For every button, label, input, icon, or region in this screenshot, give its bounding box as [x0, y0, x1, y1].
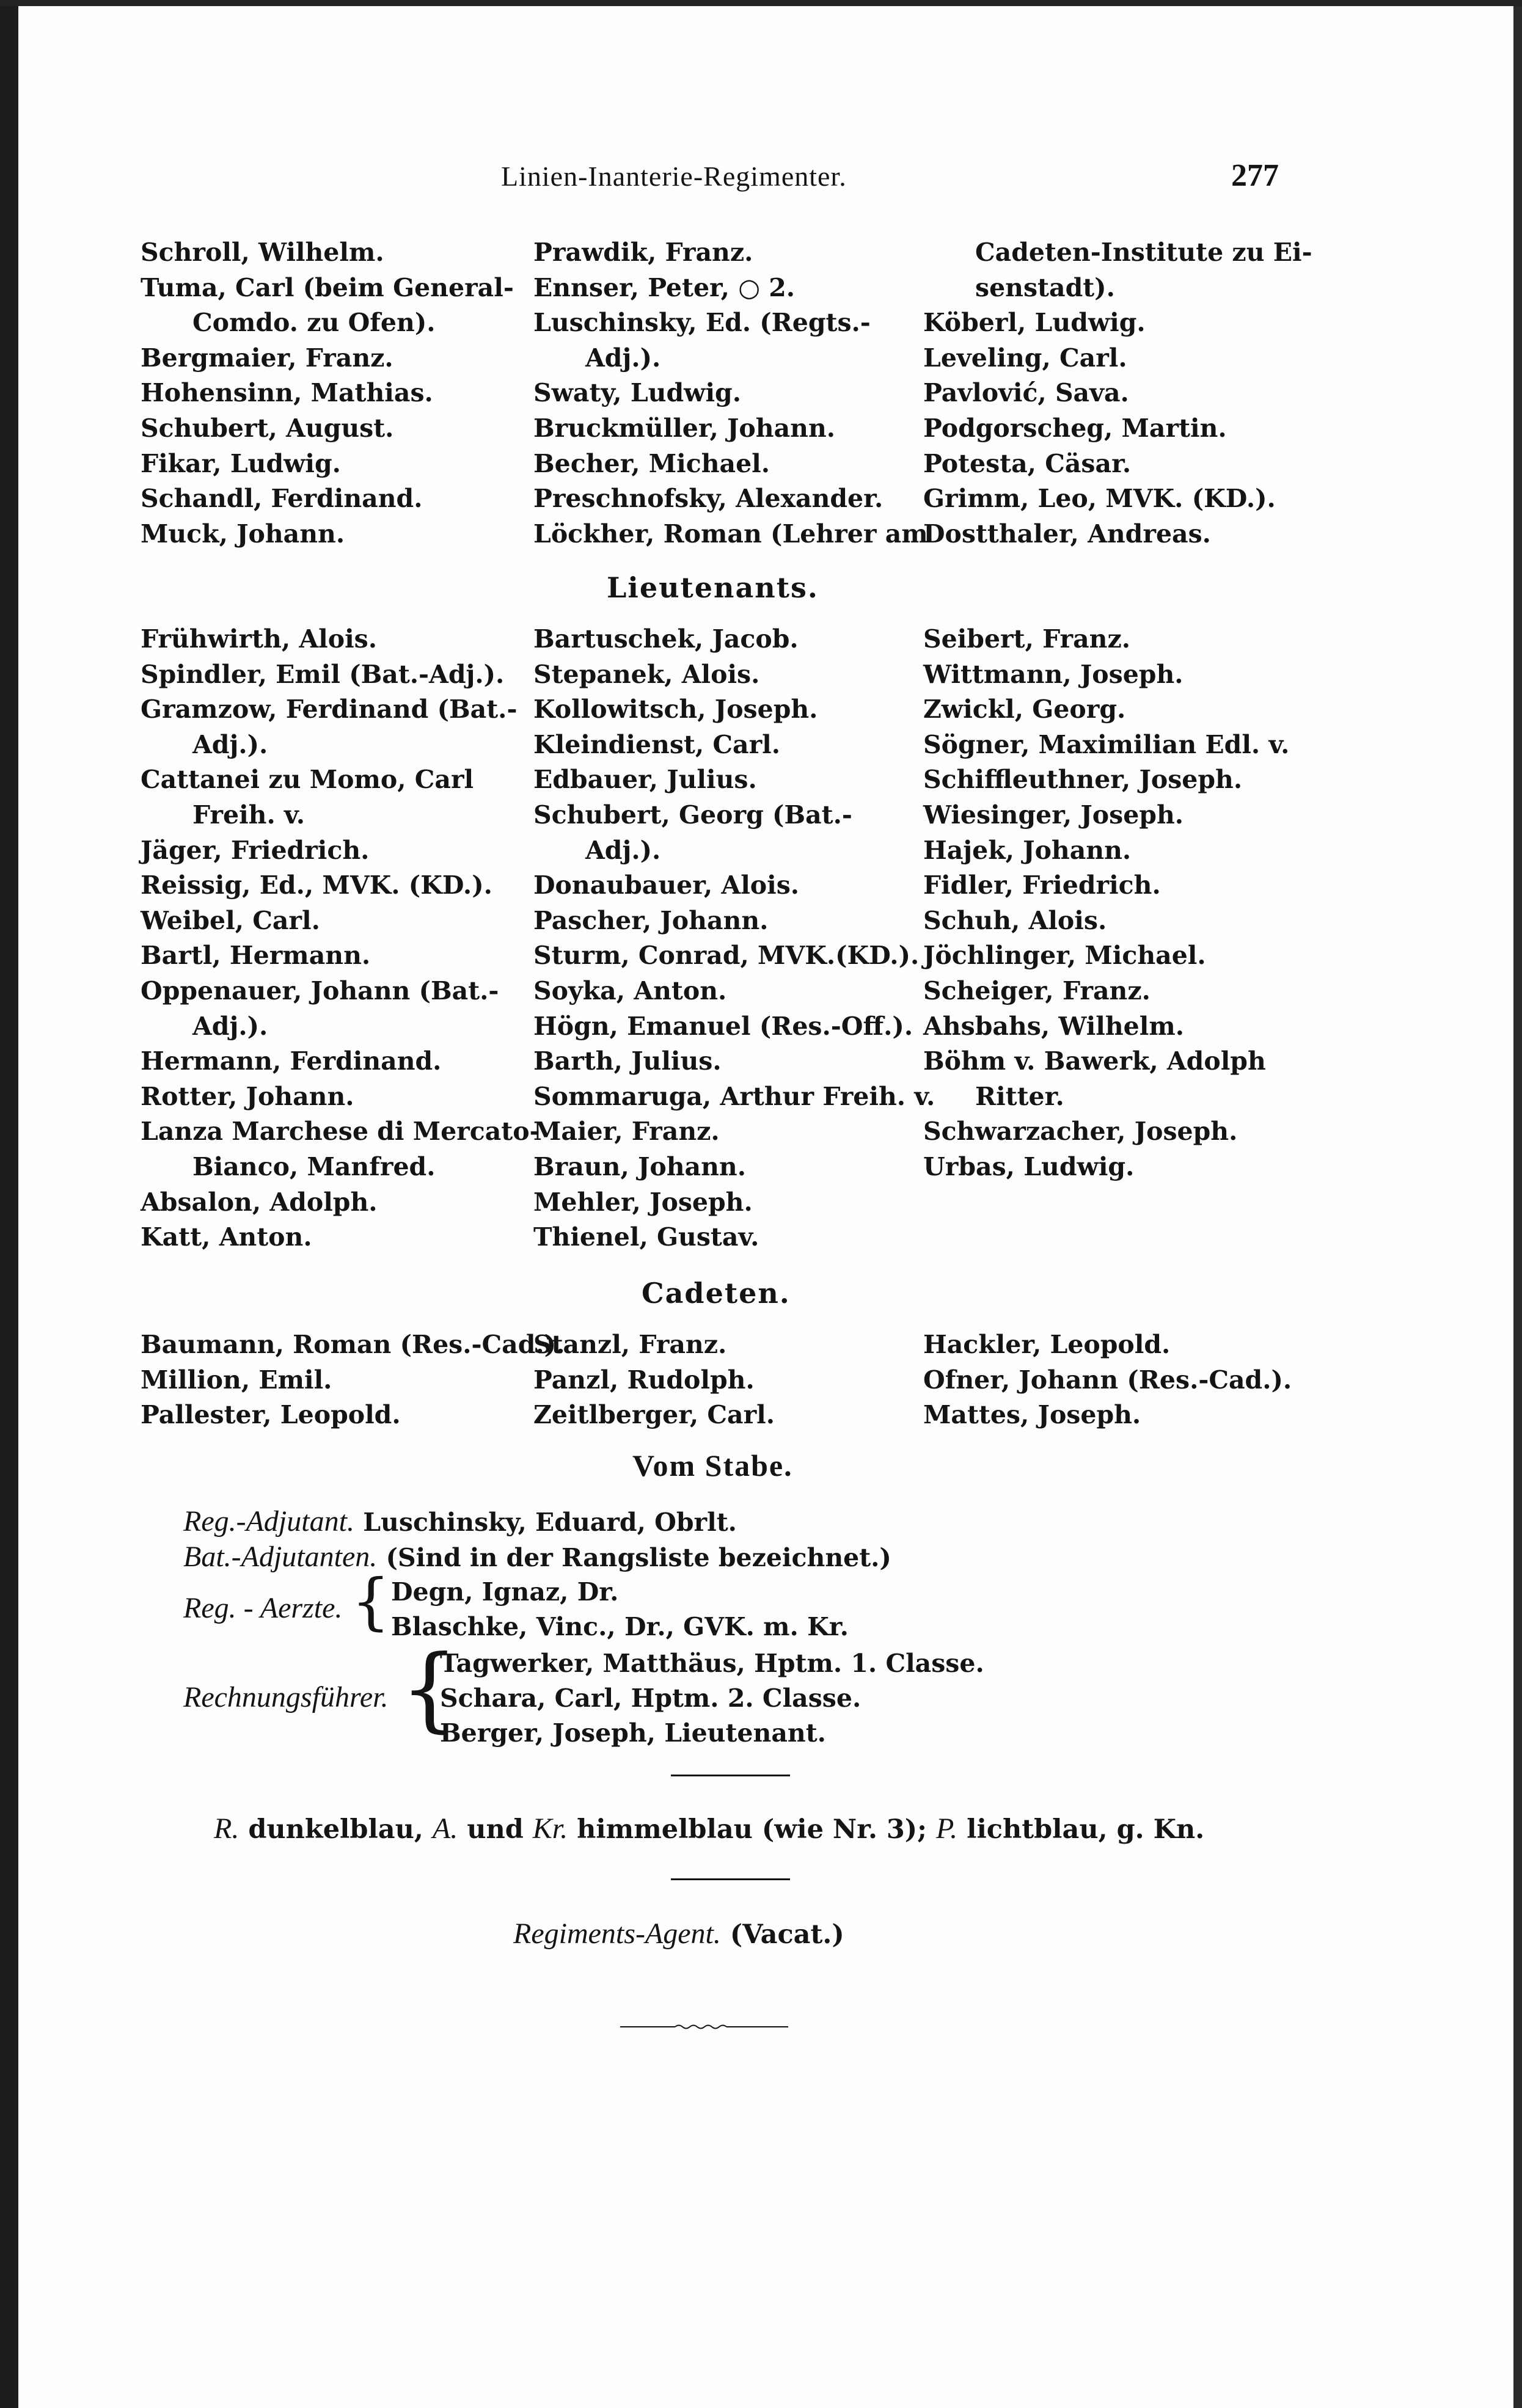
list-entry: Stepanek, Alois.	[533, 659, 760, 689]
list-entry: Seibert, Franz.	[923, 624, 1131, 654]
list-entry: Grimm, Leo, MVK. (KD.).	[923, 484, 1276, 514]
list-entry: Edbauer, Julius.	[533, 765, 757, 795]
list-entry: Schroll, Wilhelm.	[141, 238, 384, 267]
rechnungsfuehrer-brace: {	[400, 1636, 459, 1742]
note-r: R.	[214, 1812, 240, 1845]
list-entry: Prawdik, Franz.	[533, 238, 753, 267]
rechnungsfuehrer-label: Rechnungsführer.	[183, 1681, 389, 1713]
list-entry: Hermann, Ferdinand.	[141, 1046, 442, 1076]
list-entry: Muck, Johann.	[141, 519, 345, 549]
note-kr: Kr.	[532, 1812, 568, 1845]
list-entry: Freih. v.	[192, 800, 305, 830]
list-entry: Potesta, Cäsar.	[923, 448, 1132, 478]
reg-adjutant-line	[183, 1504, 737, 1540]
regiments-agent-line	[513, 1917, 844, 1950]
top-col-2	[533, 235, 928, 552]
rechnungsfuehrer-1: Tagwerker, Matthäus, Hptm. 1. Classe.	[440, 1649, 984, 1678]
list-entry: Reissig, Ed., MVK. (KD.).	[141, 870, 492, 900]
list-entry: Kollowitsch, Joseph.	[533, 695, 818, 724]
list-entry: Wittmann, Joseph.	[923, 659, 1184, 689]
list-entry: Bartuschek, Jacob.	[533, 624, 799, 654]
list-entry: Ahsbahs, Wilhelm.	[923, 1011, 1184, 1041]
list-entry: Pallester, Leopold.	[141, 1400, 401, 1430]
aerzte-2: Blaschke, Vinc., Dr., GVK. m. Kr.	[391, 1612, 849, 1641]
reg-adjutant-label: Reg.-Adjutant.	[183, 1505, 354, 1538]
tailpiece-ornament	[620, 2023, 788, 2029]
list-entry: Schwarzacher, Joseph.	[923, 1117, 1238, 1147]
list-entry: Adj.).	[192, 729, 268, 759]
aerzte-1: Degn, Ignaz, Dr.	[391, 1577, 619, 1607]
list-entry: Absalon, Adolph.	[141, 1187, 378, 1217]
list-entry: Fidler, Friedrich.	[923, 870, 1161, 900]
list-entry: Hajek, Johann.	[923, 835, 1132, 865]
list-entry: Adj.).	[585, 835, 661, 865]
note-t1: dunkelblau,	[248, 1814, 423, 1845]
list-entry: Comdo. zu Ofen).	[192, 308, 436, 338]
list-entry: Kleindienst, Carl.	[533, 729, 781, 759]
list-entry: Mattes, Joseph.	[923, 1400, 1141, 1430]
reg-aerzte-label-wrap	[183, 1591, 342, 1627]
regiments-agent-label: Regiments-Agent.	[513, 1917, 721, 1950]
top-col-1	[141, 235, 514, 552]
list-entry: Sögner, Maximilian Edl. v.	[923, 729, 1290, 759]
lieutenants-heading: Lieutenants.	[607, 571, 819, 604]
list-entry: Sturm, Conrad, MVK.(KD.).	[533, 941, 920, 971]
list-entry: Schubert, Georg (Bat.-	[533, 800, 852, 830]
bat-adjutanten-value: (Sind in der Rangsliste bezeichnet.)	[386, 1543, 891, 1572]
cadeten-col-3	[923, 1327, 1292, 1433]
list-entry: Hohensinn, Mathias.	[141, 378, 433, 408]
list-entry: Jäger, Friedrich.	[141, 835, 370, 865]
list-entry: Rotter, Johann.	[141, 1081, 354, 1111]
list-entry: Schandl, Ferdinand.	[141, 484, 423, 514]
uniform-colors-note	[214, 1812, 1204, 1845]
scan-edge-right	[1513, 0, 1522, 2408]
list-entry: senstadt).	[975, 272, 1115, 302]
list-entry: Wiesinger, Joseph.	[923, 800, 1184, 830]
list-entry: Braun, Johann.	[533, 1151, 746, 1181]
regiments-agent-value: (Vacat.)	[730, 1919, 844, 1950]
lieutenants-col-2	[533, 622, 935, 1255]
list-entry: Urbas, Ludwig.	[923, 1151, 1135, 1181]
list-entry: Cadeten-Institute zu Ei-	[975, 238, 1312, 267]
list-entry: Mehler, Joseph.	[533, 1187, 753, 1217]
list-entry: Löckher, Roman (Lehrer am	[533, 519, 928, 549]
bat-adjutanten-label: Bat.-Adjutanten.	[183, 1541, 378, 1573]
cadeten-heading: Cadeten.	[642, 1277, 791, 1310]
list-entry: Ennser, Peter, ○ 2.	[533, 272, 796, 302]
cadeten-col-2	[533, 1327, 775, 1433]
lieutenants-col-3	[923, 622, 1289, 1185]
list-entry: Högn, Emanuel (Res.-Off.).	[533, 1011, 913, 1041]
note-p: P.	[936, 1812, 958, 1845]
aerzte-brace: {	[351, 1566, 390, 1637]
list-entry: Podgorscheg, Martin.	[923, 413, 1227, 443]
top-col-3	[923, 235, 1312, 552]
list-entry: Zwickl, Georg.	[923, 695, 1126, 724]
list-entry: Scheiger, Franz.	[923, 976, 1151, 1005]
rechnungsfuehrer-label-wrap	[183, 1680, 389, 1716]
list-entry: Pascher, Johann.	[533, 905, 769, 935]
note-t2: und	[467, 1814, 524, 1845]
list-entry: Spindler, Emil (Bat.-Adj.).	[141, 659, 505, 689]
list-entry: Oppenauer, Johann (Bat.-	[141, 976, 499, 1005]
list-entry: Weibel, Carl.	[141, 905, 320, 935]
list-entry: Schubert, August.	[141, 413, 394, 443]
list-entry: Cattanei zu Momo, Carl	[141, 765, 474, 795]
list-entry: Schuh, Alois.	[923, 905, 1107, 935]
page-number: 277	[1231, 158, 1279, 193]
list-entry: Million, Emil.	[141, 1365, 332, 1395]
list-entry: Tuma, Carl (beim General-	[141, 272, 514, 302]
list-entry: Baumann, Roman (Res.-Cad.).	[141, 1330, 565, 1359]
list-entry: Schiffleuthner, Joseph.	[923, 765, 1243, 795]
list-entry: Pavlović, Sava.	[923, 378, 1129, 408]
list-entry: Adj.).	[192, 1011, 268, 1041]
list-entry: Preschnofsky, Alexander.	[533, 484, 884, 514]
list-entry: Dostthaler, Andreas.	[923, 519, 1211, 549]
list-entry: Bartl, Hermann.	[141, 941, 371, 971]
list-entry: Bianco, Manfred.	[192, 1151, 436, 1181]
note-t4: lichtblau, g. Kn.	[967, 1814, 1205, 1845]
scan-edge-top	[0, 0, 1522, 6]
list-entry: Donaubauer, Alois.	[533, 870, 800, 900]
list-entry: Hackler, Leopold.	[923, 1330, 1171, 1359]
list-entry: Ritter.	[975, 1081, 1064, 1111]
list-entry: Ofner, Johann (Res.-Cad.).	[923, 1365, 1292, 1395]
divider-2	[671, 1878, 790, 1880]
list-entry: Bergmaier, Franz.	[141, 343, 393, 373]
note-t3: himmelblau (wie Nr. 3);	[577, 1814, 927, 1845]
cadeten-col-1	[141, 1327, 565, 1433]
bat-adjutanten-line	[183, 1539, 891, 1575]
rechnungsfuehrer-3: Berger, Joseph, Lieutenant.	[440, 1718, 826, 1748]
note-a: A.	[432, 1812, 458, 1845]
list-entry: Becher, Michael.	[533, 448, 770, 478]
list-entry: Fikar, Ludwig.	[141, 448, 341, 478]
list-entry: Adj.).	[585, 343, 661, 373]
lieutenants-col-1	[141, 622, 540, 1255]
list-entry: Luschinsky, Ed. (Regts.-	[533, 308, 871, 338]
list-entry: Thienel, Gustav.	[533, 1222, 759, 1252]
list-entry: Panzl, Rudolph.	[533, 1365, 755, 1395]
reg-aerzte-label: Reg. - Aerzte.	[183, 1592, 343, 1624]
list-entry: Frühwirth, Alois.	[141, 624, 378, 654]
list-entry: Bruckmüller, Johann.	[533, 413, 836, 443]
scan-edge-left	[0, 0, 18, 2408]
list-entry: Zeitlberger, Carl.	[533, 1400, 775, 1430]
divider-1	[671, 1775, 790, 1776]
list-entry: Jöchlinger, Michael.	[923, 941, 1206, 971]
list-entry: Barth, Julius.	[533, 1046, 722, 1076]
stab-heading: Vom Stabe.	[632, 1448, 793, 1483]
reg-adjutant-value: Luschinsky, Eduard, Obrlt.	[363, 1508, 737, 1537]
list-entry: Gramzow, Ferdinand (Bat.-	[141, 695, 518, 724]
list-entry: Katt, Anton.	[141, 1222, 312, 1252]
running-head: Linien-Inanterie-Regimenter.	[501, 161, 847, 192]
list-entry: Köberl, Ludwig.	[923, 308, 1146, 338]
list-entry: Swaty, Ludwig.	[533, 378, 741, 408]
list-entry: Lanza Marchese di Mercato-	[141, 1117, 540, 1147]
list-entry: Maier, Franz.	[533, 1117, 720, 1147]
list-entry: Böhm v. Bawerk, Adolph	[923, 1046, 1266, 1076]
list-entry: Leveling, Carl.	[923, 343, 1127, 373]
list-entry: Soyka, Anton.	[533, 976, 727, 1005]
list-entry: Stanzl, Franz.	[533, 1330, 727, 1359]
rechnungsfuehrer-2: Schara, Carl, Hptm. 2. Classe.	[440, 1684, 862, 1713]
list-entry: Sommaruga, Arthur Freih. v.	[533, 1081, 935, 1111]
